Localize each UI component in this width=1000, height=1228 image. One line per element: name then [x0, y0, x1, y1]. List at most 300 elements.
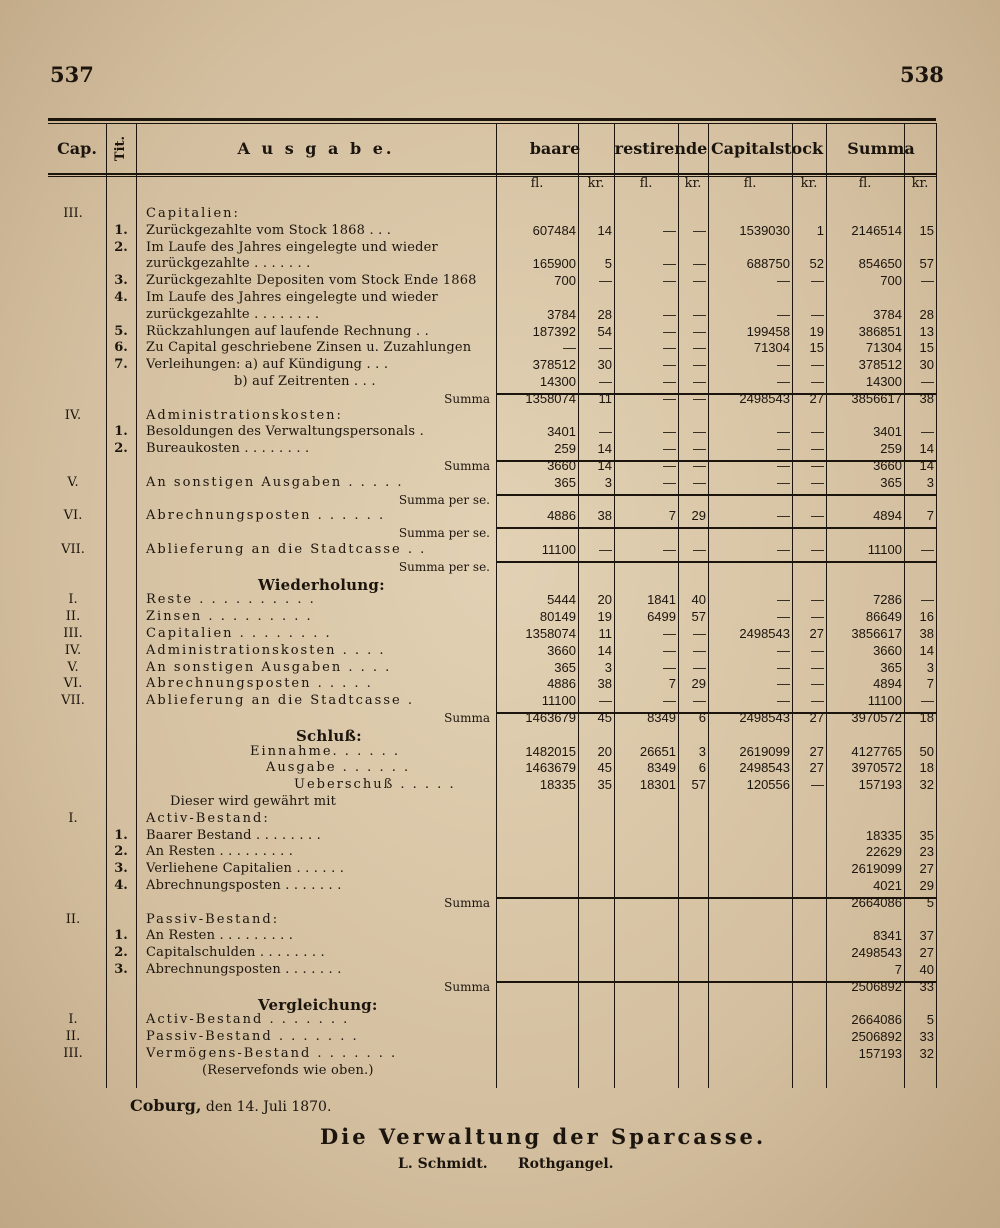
cell-value: —	[693, 306, 706, 322]
cell-value: 71304	[753, 340, 790, 356]
cell-value: 23	[919, 844, 934, 860]
cell-value: —	[777, 659, 790, 675]
cell-value: 35	[597, 777, 612, 793]
cell-value: 4894	[873, 508, 902, 524]
cell-value: —	[693, 357, 706, 373]
row-text: Passiv-Bestand:	[146, 911, 280, 927]
cell-value: 33	[919, 1029, 934, 1045]
cell-value: 27	[809, 743, 824, 759]
row-tit: 7.	[114, 357, 128, 373]
cell-value: 4894	[873, 676, 902, 692]
cell-value: —	[777, 441, 790, 457]
cell-value: 14	[919, 441, 934, 457]
cell-value: —	[921, 424, 934, 440]
summa-rule	[496, 494, 936, 496]
cell-value: —	[663, 424, 676, 440]
cell-value: —	[811, 441, 824, 457]
row-text: Passiv-Bestand . . . . . . .	[146, 1029, 359, 1045]
cell-value: —	[599, 273, 612, 289]
row-text: Administrationskosten:	[146, 407, 343, 423]
cell-value: —	[811, 659, 824, 675]
date-line	[130, 1096, 331, 1115]
cell-value: —	[777, 474, 790, 490]
administration-title: Die Verwaltung der Sparcasse.	[320, 1124, 767, 1149]
cell-value: 2498543	[739, 626, 790, 641]
row-text: Zurückgezahlte vom Stock 1868 . . .	[146, 222, 392, 238]
cell-value: 14	[919, 642, 934, 658]
header-summa: Summa	[847, 138, 915, 158]
column-rule	[936, 123, 937, 1088]
row-text: Einnahme. . . . . .	[250, 743, 400, 759]
cell-value: —	[811, 777, 824, 793]
cell-value: 14	[597, 222, 612, 238]
row-cap: IV.	[64, 407, 82, 423]
cell-value: 365	[554, 659, 576, 675]
row-tit: 1.	[114, 424, 128, 440]
cell-value: —	[663, 306, 676, 322]
row-text: Capitalien . . . . . . . .	[146, 626, 332, 641]
row-cap: VII.	[61, 693, 85, 709]
row-text: Zurückgezahlte Depositen vom Stock Ende 1868	[146, 273, 477, 289]
cell-value: 15	[919, 222, 934, 238]
cell-value: 38	[919, 390, 934, 406]
cell-value: 15	[919, 340, 934, 356]
cell-value: 11100	[541, 542, 576, 557]
cell-value: 28	[919, 306, 934, 322]
cell-value: 14	[597, 441, 612, 457]
row-text: Abrechnungsposten . . . . . . .	[146, 962, 342, 977]
cell-value: —	[663, 340, 676, 356]
row-text: b) auf Zeitrenten . . .	[234, 374, 376, 389]
cell-value: —	[599, 542, 612, 557]
place-name: Coburg,	[130, 1096, 202, 1115]
summa-label: Summa	[444, 459, 490, 473]
row-text: zurückgezahlte . . . . . . .	[146, 256, 311, 272]
row-text: Verleihungen: a) auf Kündigung . . .	[146, 357, 389, 373]
header-capitalstock: Capitalstock	[710, 138, 824, 158]
cell-value: 29	[691, 508, 706, 524]
cell-value: 18335	[865, 827, 902, 843]
cell-value: 27	[809, 710, 824, 725]
summa-label: Summa	[444, 391, 490, 406]
cell-value: 3660	[547, 642, 576, 658]
row-cap: VII.	[61, 542, 85, 557]
cell-value: 854650	[858, 256, 902, 272]
cell-value: 2664086	[851, 894, 902, 910]
cell-value: —	[663, 441, 676, 457]
cell-value: 20	[597, 592, 612, 608]
row-cap: II.	[65, 609, 81, 625]
cell-value: —	[693, 542, 706, 557]
cell-value: 2498543	[739, 710, 790, 725]
cell-value: 33	[919, 978, 934, 994]
cell-value: 28	[597, 306, 612, 322]
cell-value: 3856617	[851, 390, 902, 406]
cell-value: —	[921, 693, 934, 709]
summa-label: Summa per se.	[398, 559, 490, 574]
row-cap: II.	[65, 1029, 81, 1045]
row-text: Baarer Bestand . . . . . . . .	[146, 827, 322, 843]
row-text: Im Laufe des Jahres eingelegte und wieder	[146, 290, 438, 305]
cell-value: 27	[809, 626, 824, 641]
row-cap: I.	[68, 810, 78, 826]
cell-value: —	[811, 676, 824, 692]
column-rule	[708, 123, 709, 1088]
cell-value: 14	[919, 458, 934, 473]
cell-value: 57	[691, 609, 706, 625]
row-text: Capitalschulden . . . . . . . .	[146, 945, 325, 961]
row-tit: 2.	[114, 945, 128, 961]
cell-value: 2498543	[739, 760, 790, 776]
row-text: Im Laufe des Jahres eingelegte und wieder	[146, 239, 438, 255]
row-cap: V.	[67, 474, 79, 490]
cell-value: 3	[604, 474, 612, 490]
cell-value: 7	[894, 962, 902, 977]
row-text: (Reservefonds wie oben.)	[202, 1062, 374, 1078]
row-cap: III.	[63, 1046, 83, 1061]
cell-value: —	[811, 458, 824, 473]
cell-value: 80149	[539, 609, 576, 625]
row-tit: 3.	[114, 273, 128, 289]
cell-value: 1463679	[525, 710, 576, 725]
cell-value: 1482015	[525, 743, 576, 759]
cell-value: —	[599, 693, 612, 709]
cell-value: 27	[809, 390, 824, 406]
row-text: An Resten . . . . . . . . .	[146, 844, 294, 860]
cell-value: —	[663, 357, 676, 373]
cell-value: 15	[809, 340, 824, 356]
cell-value: 14300	[865, 374, 902, 389]
row-cap: II.	[65, 911, 81, 927]
ledger-table	[48, 118, 936, 1090]
row-text: Vergleichung:	[258, 995, 378, 1014]
cell-value: 1463679	[525, 760, 576, 776]
cell-value: —	[777, 542, 790, 557]
cell-value: 3856617	[851, 626, 902, 641]
row-cap: I.	[68, 1012, 78, 1028]
cell-value: 5444	[547, 592, 576, 608]
cell-value: 3660	[547, 458, 576, 473]
cell-value: 3970572	[851, 760, 902, 776]
unit-label: kr.	[684, 176, 702, 191]
row-text: Zu Capital geschriebene Zinsen u. Zuzahlungen	[146, 340, 472, 356]
cell-value: 57	[691, 777, 706, 793]
cell-value: —	[811, 508, 824, 524]
unit-label: kr.	[587, 176, 605, 191]
unit-label: fl.	[530, 176, 544, 191]
row-text: An sonstigen Ausgaben . . . . .	[146, 474, 404, 490]
row-tit: 2.	[114, 441, 128, 457]
row-cap: VI.	[63, 676, 83, 692]
cell-value: —	[777, 357, 790, 373]
cell-value: —	[693, 390, 706, 406]
cell-value: 30	[597, 357, 612, 373]
cell-value: 2146514	[851, 222, 902, 238]
summa-rule	[496, 527, 936, 529]
row-text: Abrechnungsposten . . . . . .	[146, 508, 386, 524]
cell-value: 18	[919, 760, 934, 776]
unit-label: fl.	[743, 176, 757, 191]
row-cap: III.	[63, 206, 83, 221]
cell-value: 29	[691, 676, 706, 692]
header-tit	[106, 130, 136, 166]
header-cap: Cap.	[57, 138, 97, 158]
header-baare: baare	[529, 138, 581, 158]
cell-value: —	[811, 357, 824, 373]
cell-value: 8341	[873, 928, 902, 944]
row-tit: 2.	[114, 239, 128, 255]
cell-value: 365	[880, 474, 902, 490]
cell-value: 1841	[647, 592, 676, 608]
row-text: Rückzahlungen auf laufende Rechnung . .	[146, 323, 429, 339]
row-cap: IV.	[64, 642, 82, 658]
cell-value: —	[921, 273, 934, 289]
row-text: Verliehene Capitalien . . . . . .	[146, 861, 345, 877]
cell-value: 35	[919, 827, 934, 843]
row-text: Schluß:	[296, 726, 362, 745]
cell-value: —	[777, 676, 790, 692]
cell-value: 700	[554, 273, 576, 289]
cell-value: 7	[926, 508, 934, 524]
cell-value: 4886	[547, 676, 576, 692]
cell-value: —	[693, 458, 706, 473]
cell-value: 22629	[865, 844, 902, 860]
cell-value: —	[811, 542, 824, 557]
cell-value: —	[777, 273, 790, 289]
row-tit: 4.	[114, 878, 128, 893]
cell-value: 38	[597, 676, 612, 692]
cell-value: 1358074	[525, 390, 576, 406]
row-text: Vermögens-Bestand . . . . . . .	[146, 1046, 398, 1061]
signature-schmidt: L. Schmidt.	[398, 1156, 488, 1172]
cell-value: 37	[919, 928, 934, 944]
cell-value: 11100	[541, 693, 576, 709]
row-text: Abrechnungsposten . . . . . . .	[146, 878, 342, 893]
cell-value: —	[811, 374, 824, 389]
cell-value: —	[693, 340, 706, 356]
cell-value: 3660	[873, 642, 902, 658]
cell-value: —	[663, 273, 676, 289]
cell-value: 3	[698, 743, 706, 759]
cell-value: —	[663, 642, 676, 658]
cell-value: —	[693, 642, 706, 658]
cell-value: 32	[919, 777, 934, 793]
cell-value: 378512	[858, 357, 902, 373]
cell-value: 2506892	[851, 1029, 902, 1045]
cell-value: —	[811, 424, 824, 440]
column-rule	[136, 123, 137, 1088]
cell-value: 8349	[647, 710, 676, 725]
column-rule	[578, 123, 579, 1088]
summa-rule	[496, 561, 936, 563]
cell-value: —	[693, 222, 706, 238]
cell-value: 18335	[539, 777, 576, 793]
header-restirende: restirende	[614, 138, 708, 158]
cell-value: 29	[919, 878, 934, 893]
cell-value: —	[693, 693, 706, 709]
rule-top-thin	[48, 123, 936, 124]
cell-value: —	[663, 323, 676, 339]
row-text: Bureaukosten . . . . . . . .	[146, 441, 310, 457]
cell-value: 5	[604, 256, 612, 272]
cell-value: 6	[698, 710, 706, 725]
cell-value: 2506892	[851, 978, 902, 994]
cell-value: 3	[926, 659, 934, 675]
rule-header-bottom	[48, 173, 936, 175]
column-rule	[792, 123, 793, 1088]
cell-value: —	[693, 374, 706, 389]
cell-value: 14	[597, 642, 612, 658]
cell-value: 11	[598, 390, 612, 406]
cell-value: 4127765	[851, 743, 902, 759]
column-rule	[106, 123, 107, 1088]
cell-value: 3401	[873, 424, 902, 440]
cell-value: —	[663, 542, 676, 557]
row-text: Dieser wird gewährt mit	[170, 794, 337, 809]
cell-value: 2498543	[851, 945, 902, 961]
cell-value: 30	[919, 357, 934, 373]
cell-value: —	[693, 474, 706, 490]
cell-value: 259	[554, 441, 576, 457]
cell-value: 688750	[746, 256, 790, 272]
cell-value: —	[777, 609, 790, 625]
row-text: An sonstigen Ausgaben . . . .	[146, 659, 392, 675]
row-tit: 1.	[114, 222, 128, 238]
cell-value: 1539030	[739, 222, 790, 238]
cell-value: 3970572	[851, 710, 902, 725]
cell-value: —	[663, 659, 676, 675]
cell-value: 54	[597, 323, 612, 339]
header-ausgabe: A u s g a b e.	[237, 138, 395, 158]
row-tit: 2.	[114, 844, 128, 860]
cell-value: 5	[926, 1012, 934, 1028]
cell-value: 86649	[865, 609, 902, 625]
cell-value: —	[811, 273, 824, 289]
cell-value: 40	[691, 592, 706, 608]
cell-value: 1358074	[525, 626, 576, 641]
summa-label: Summa per se.	[398, 526, 490, 541]
cell-value: 2619099	[739, 743, 790, 759]
cell-value: —	[693, 626, 706, 641]
cell-value: 6	[698, 760, 706, 776]
cell-value: 71304	[865, 340, 902, 356]
cell-value: —	[663, 374, 676, 389]
row-text: zurückgezahlte . . . . . . . .	[146, 306, 320, 322]
cell-value: —	[777, 424, 790, 440]
row-text: Ueberschuß . . . . .	[294, 777, 456, 793]
cell-value: —	[599, 424, 612, 440]
cell-value: 120556	[746, 777, 790, 793]
cell-value: 700	[880, 273, 902, 289]
row-text: Besoldungen des Verwaltungspersonals .	[146, 424, 424, 440]
cell-value: 157193	[858, 777, 902, 793]
cell-value: —	[811, 592, 824, 608]
cell-value: 52	[809, 256, 824, 272]
cell-value: 14300	[539, 374, 576, 389]
cell-value: 365	[554, 474, 576, 490]
cell-value: —	[663, 256, 676, 272]
page-number-left: 537	[50, 62, 94, 87]
cell-value: —	[777, 458, 790, 473]
unit-label: fl.	[858, 176, 872, 191]
date-text: den 14. Juli 1870.	[205, 1099, 332, 1115]
row-text: An Resten . . . . . . . . .	[146, 928, 294, 944]
row-cap: V.	[67, 659, 79, 675]
cell-value: 32	[919, 1046, 934, 1061]
cell-value: 13	[919, 323, 934, 339]
cell-value: —	[811, 609, 824, 625]
rule-top-thick	[48, 118, 936, 121]
cell-value: —	[811, 306, 824, 322]
cell-value: 386851	[858, 323, 902, 339]
row-tit: 3.	[114, 962, 128, 977]
row-text: Ablieferung an die Stadtcasse .	[146, 693, 414, 709]
cell-value: 3660	[873, 458, 902, 473]
cell-value: —	[663, 222, 676, 238]
cell-value: 50	[919, 743, 934, 759]
cell-value: 3	[604, 659, 612, 675]
cell-value: —	[777, 642, 790, 658]
cell-value: —	[693, 659, 706, 675]
cell-value: —	[663, 458, 676, 473]
summa-label: Summa	[444, 979, 490, 994]
cell-value: —	[663, 474, 676, 490]
cell-value: 7286	[873, 592, 902, 608]
cell-value: 7	[926, 676, 934, 692]
cell-value: 27	[919, 945, 934, 961]
cell-value: 45	[597, 710, 612, 725]
cell-value: —	[693, 424, 706, 440]
cell-value: —	[693, 441, 706, 457]
row-text: Wiederholung:	[258, 575, 385, 594]
header-tit-label: Tit.	[113, 135, 129, 161]
cell-value: 19	[597, 609, 612, 625]
cell-value: —	[663, 390, 676, 406]
cell-value: 38	[597, 508, 612, 524]
cell-value: 16	[919, 609, 934, 625]
cell-value: 57	[919, 256, 934, 272]
row-tit: 1.	[114, 928, 128, 944]
row-tit: 3.	[114, 861, 128, 877]
cell-value: —	[693, 256, 706, 272]
cell-value: —	[777, 306, 790, 322]
row-tit: 1.	[114, 827, 128, 843]
cell-value: 2664086	[851, 1012, 902, 1028]
row-tit: 5.	[114, 323, 128, 339]
cell-value: —	[811, 642, 824, 658]
cell-value: 187392	[532, 323, 576, 339]
row-tit: 6.	[114, 340, 128, 356]
cell-value: 27	[919, 861, 934, 877]
cell-value: 11	[598, 626, 612, 641]
row-cap: VI.	[63, 508, 83, 524]
cell-value: 45	[597, 760, 612, 776]
cell-value: 11100	[867, 542, 902, 557]
unit-label: kr.	[911, 176, 929, 191]
unit-label: kr.	[800, 176, 818, 191]
row-cap: I.	[68, 592, 78, 608]
cell-value: 157193	[858, 1046, 902, 1061]
cell-value: 20	[597, 743, 612, 759]
row-text: Activ-Bestand . . . . . . .	[146, 1012, 350, 1028]
cell-value: 19	[809, 323, 824, 339]
summa-label: Summa	[444, 711, 490, 725]
cell-value: 365	[880, 659, 902, 675]
cell-value: 4021	[873, 878, 902, 893]
signature-rothgangel: Rothgangel.	[518, 1156, 614, 1172]
cell-value: 259	[880, 441, 902, 457]
cell-value: 26651	[639, 743, 676, 759]
